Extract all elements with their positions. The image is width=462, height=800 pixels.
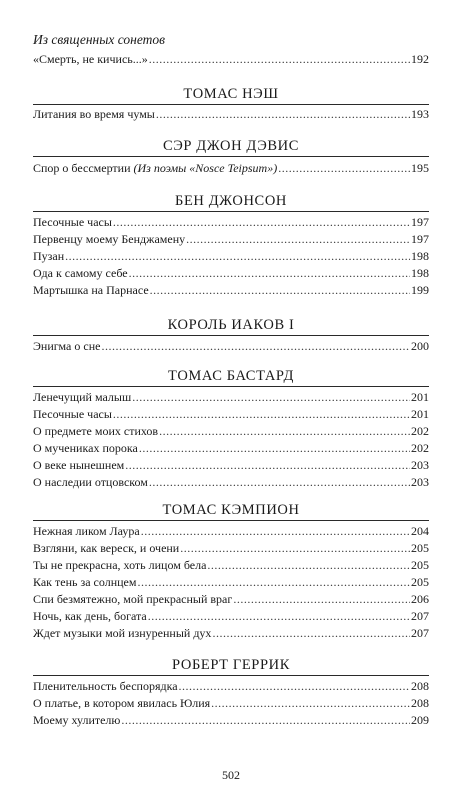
dot-leader	[132, 390, 410, 405]
dot-leader	[159, 424, 410, 439]
entry-page: 198	[411, 249, 429, 263]
dot-leader	[180, 541, 410, 556]
entry-title: Литания во время чумы	[33, 107, 155, 121]
toc-entry	[33, 458, 429, 473]
entry-title: Энигма о сне	[33, 339, 101, 353]
entry-title: Ленечущий малыш	[33, 390, 132, 404]
entry-page: 197	[411, 232, 429, 246]
dot-leader	[129, 266, 410, 281]
dot-leader	[141, 524, 410, 539]
entry-title: О наследии отцовском	[33, 475, 148, 489]
entry-title: Мартышка на Парнасе	[33, 283, 149, 297]
entry-title-italic: (Из поэмы «Nosce Teipsum»)	[133, 161, 278, 175]
toc-entry	[33, 215, 429, 230]
dot-leader	[148, 609, 410, 624]
toc-entry	[33, 575, 429, 590]
dot-leader	[101, 339, 410, 354]
toc-entry	[33, 339, 429, 354]
entry-page: 192	[411, 52, 429, 66]
dot-leader	[233, 592, 410, 607]
entry-page: 205	[411, 575, 429, 589]
entry-title: Песочные часы	[33, 215, 112, 229]
toc-entry	[33, 161, 429, 176]
toc-entry	[33, 424, 429, 439]
entry-title: О мучениках порока	[33, 441, 138, 455]
dot-leader	[65, 249, 410, 264]
entry-page: 195	[411, 161, 429, 175]
toc-entry	[33, 52, 429, 67]
entry-page: 206	[411, 592, 429, 606]
toc-entry	[33, 626, 429, 641]
section-title: КОРОЛЬ ИАКОВ I	[167, 317, 295, 333]
dot-leader	[207, 558, 410, 573]
entry-page: 197	[411, 215, 429, 229]
entry-page: 198	[411, 266, 429, 280]
entry-page: 201	[411, 407, 429, 421]
entry-page: 193	[411, 107, 429, 121]
toc-entry	[33, 441, 429, 456]
entry-page: 202	[411, 424, 429, 438]
section-title: ТОМАС НЭШ	[183, 86, 279, 102]
entry-title: Взгляни, как вереск, и очени	[33, 541, 180, 555]
entry-title: О предмете моих стихов	[33, 424, 159, 438]
entry-title: Пленительность беспорядка	[33, 679, 178, 693]
section-rule	[33, 211, 429, 212]
section-title: СЭР ДЖОН ДЭВИС	[162, 138, 300, 154]
entry-page: 203	[411, 458, 429, 472]
dot-leader	[113, 215, 410, 230]
dot-leader	[149, 475, 410, 490]
section-title: ТОМАС КЭМПИОН	[162, 502, 300, 518]
toc-entry	[33, 679, 429, 694]
entry-title: О веке нынешнем	[33, 458, 125, 472]
section-rule	[33, 675, 429, 676]
entry-page: 203	[411, 475, 429, 489]
entry-title: Моему хулителю	[33, 713, 121, 727]
entry-title: Ты не прекрасна, хоть лицом бела	[33, 558, 207, 572]
entry-title: Первенцу моему Бенджамену	[33, 232, 186, 246]
entry-page: 208	[411, 679, 429, 693]
dot-leader	[121, 713, 410, 728]
dot-leader	[278, 161, 410, 176]
toc-page	[33, 0, 429, 800]
dot-leader	[150, 283, 410, 298]
dot-leader	[139, 441, 410, 456]
dot-leader	[113, 407, 410, 422]
entry-page: 208	[411, 696, 429, 710]
toc-entry	[33, 609, 429, 624]
entry-page: 204	[411, 524, 429, 538]
entry-title: Ночь, как день, богата	[33, 609, 147, 623]
toc-entry	[33, 107, 429, 122]
toc-entry	[33, 541, 429, 556]
entry-page: 209	[411, 713, 429, 727]
entry-title: О платье, в котором явилась Юлия	[33, 696, 211, 710]
entry-title: «Смерть, не кичись...»	[33, 52, 148, 66]
section-rule	[33, 335, 429, 336]
entry-title: Спор о бессмертии (Из поэмы «Nosce Teipsum»)	[33, 161, 278, 175]
entry-title: Песочные часы	[33, 407, 112, 421]
section-title: РОБЕРТ ГЕРРИК	[172, 657, 290, 673]
dot-leader	[125, 458, 410, 473]
dot-leader	[156, 107, 410, 122]
toc-entry	[33, 249, 429, 264]
section-rule	[33, 104, 429, 105]
dot-leader	[211, 696, 410, 711]
dot-leader	[149, 52, 410, 67]
section-rule	[33, 520, 429, 521]
entry-page: 201	[411, 390, 429, 404]
entry-title: Ждет музыки мой изнуренный дух	[33, 626, 212, 640]
dot-leader	[186, 232, 410, 247]
subtitle: Из священных сонетов	[33, 32, 166, 47]
dot-leader	[212, 626, 410, 641]
entry-title: Нежная ликом Лаура	[33, 524, 140, 538]
toc-entry	[33, 592, 429, 607]
entry-page: 207	[411, 609, 429, 623]
entry-page: 200	[411, 339, 429, 353]
dot-leader	[137, 575, 410, 590]
entry-title: Как тень за солнцем	[33, 575, 137, 589]
dot-leader	[179, 679, 410, 694]
toc-entry	[33, 232, 429, 247]
toc-entry	[33, 475, 429, 490]
entry-page: 205	[411, 541, 429, 555]
section-title: ТОМАС БАСТАРД	[168, 368, 294, 384]
toc-entry	[33, 407, 429, 422]
section-rule	[33, 386, 429, 387]
section-rule	[33, 156, 429, 157]
toc-entry	[33, 524, 429, 539]
entry-page: 205	[411, 558, 429, 572]
toc-entry	[33, 558, 429, 573]
entry-title: Пузан	[33, 249, 65, 263]
toc-entry	[33, 283, 429, 298]
entry-page: 199	[411, 283, 429, 297]
toc-entry	[33, 390, 429, 405]
entry-title: Ода к самому себе	[33, 266, 128, 280]
entry-page: 207	[411, 626, 429, 640]
section-title: БЕН ДЖОНСОН	[175, 193, 287, 209]
toc-entry	[33, 266, 429, 281]
toc-entry	[33, 696, 429, 711]
page-number: 502	[222, 768, 240, 782]
toc-entry	[33, 713, 429, 728]
entry-title: Спи безмятежно, мой прекрасный враг	[33, 592, 233, 606]
entry-page: 202	[411, 441, 429, 455]
